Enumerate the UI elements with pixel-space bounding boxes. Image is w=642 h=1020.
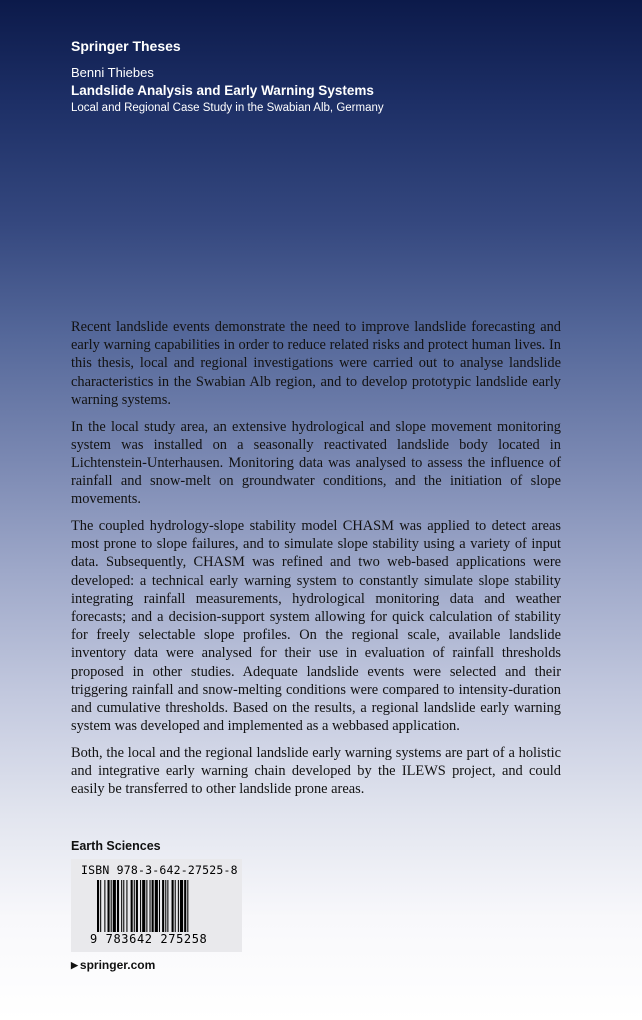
barcode-bar bbox=[108, 880, 110, 932]
barcode-icon bbox=[97, 880, 221, 932]
barcode-bar bbox=[162, 880, 164, 932]
blurb-paragraph: In the local study area, an extensive hydrological and slope movement monitoring system was installed on a seasonally reactivated landslide body located in Lichtenstein-Unterhausen. Monitoring data was analysed to assess the influence of rainfall and snow-melt on groundwater conditions, and the initiation of slope movements. bbox=[71, 418, 561, 508]
barcode-bar bbox=[167, 880, 168, 932]
publisher-website[interactable] bbox=[71, 958, 155, 972]
series-name: Springer Theses bbox=[71, 38, 181, 54]
barcode-bar bbox=[134, 880, 135, 932]
barcode-bar bbox=[178, 880, 179, 932]
barcode-bar bbox=[175, 880, 176, 932]
barcode-bar bbox=[180, 880, 183, 932]
barcode-bar bbox=[155, 880, 158, 932]
barcode-bar bbox=[187, 880, 188, 932]
barcode-bar bbox=[184, 880, 186, 932]
barcode-bar bbox=[150, 880, 151, 932]
barcode-bar bbox=[104, 880, 105, 932]
barcode-bar bbox=[113, 880, 116, 932]
barcode-bar bbox=[136, 880, 138, 932]
blurb-paragraph: Both, the local and the regional landslide early warning systems are part of a holistic and integrative early warning chain developed by the ILEWS project, and could easily be transferred to other landslide prone areas. bbox=[71, 744, 561, 798]
barcode-bar bbox=[172, 880, 174, 932]
website-label: springer.com bbox=[79, 958, 156, 972]
barcode-bar bbox=[142, 880, 145, 932]
barcode-bar bbox=[111, 880, 112, 932]
barcode-bar bbox=[121, 880, 122, 932]
barcode-bar bbox=[100, 880, 101, 932]
barcode-bar bbox=[140, 880, 141, 932]
book-subtitle: Local and Regional Case Study in the Swabian Alb, Germany bbox=[71, 102, 384, 114]
ean-digits: 9 783642 275258 bbox=[90, 932, 208, 946]
barcode-bar bbox=[159, 880, 160, 932]
isbn-label: ISBN 978-3-642-27525-8 bbox=[81, 863, 238, 877]
barcode-bar bbox=[97, 880, 99, 932]
barcode-bar bbox=[123, 880, 124, 932]
arrow-right-icon: ▶ bbox=[71, 960, 78, 970]
blurb-paragraph: Recent landslide events demonstrate the need to improve landslide forecasting and early warning capabilities in order to reduce related risks and protect human lives. In this thesis, local and regional investigations were carried out to analyse landslide characteristics in the Swabian Alb region, and to develop prototypic landslide early warning systems. bbox=[71, 319, 561, 408]
subject-category: Earth Sciences bbox=[71, 839, 161, 853]
barcode-bar bbox=[117, 880, 119, 932]
author-name: Benni Thiebes bbox=[71, 65, 154, 80]
barcode-bar bbox=[126, 880, 127, 932]
barcode-bar bbox=[146, 880, 147, 932]
blurb-paragraph: The coupled hydrology-slope stability model CHASM was applied to detect areas most prone to slope failures, and to simulate slope stability using a variety of input data. Subsequently, CHASM was refined and two web-based applications were developed: a technical early warning system to constantly simulate slope stability integrating rainfall measurements, hydrological monitoring data and weather forecasts; and a decision-support system allowing for quick calculation of stability for freely selectable slope profiles. On the regional scale, available landslide inventory data were analysed for their use in evaluation of rainfall thresholds proposed in other studies. Adequate landslide events were selected and their triggering rainfall and snow-melting conditions were compared to intensity-duration and cumulative thresholds. Based on the results, a regional landslide early warning system was developed and implemented as a webbased application. bbox=[71, 518, 561, 735]
barcode-bar bbox=[165, 880, 166, 932]
back-cover-blurb bbox=[71, 318, 561, 807]
barcode-bar bbox=[152, 880, 154, 932]
barcode-panel bbox=[71, 859, 242, 952]
barcode-bar bbox=[131, 880, 133, 932]
book-title: Landslide Analysis and Early Warning Systems bbox=[71, 83, 374, 98]
